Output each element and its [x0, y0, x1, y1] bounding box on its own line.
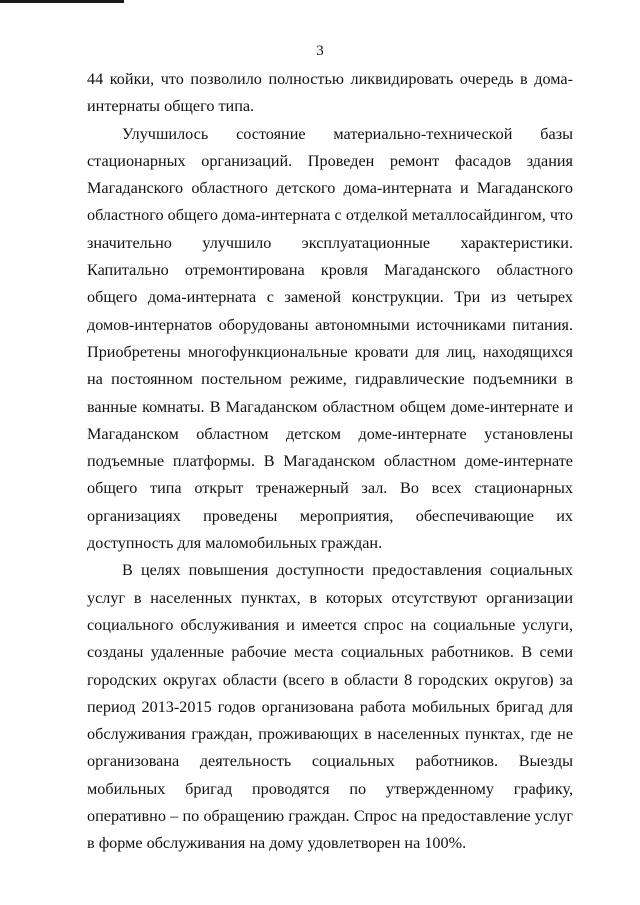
paragraph-mobile-brigades: В целях повышения доступности предоставления социальных услуг в населенных пунктах, в которых отсутствуют организации социального обслуживания и имеется спрос на социальные услуги, созданы удаленные рабочие места социальных работников. В семи городских округах области (всего в области 8 городских округов) за период 2013-2015 годов организована работа мобильных бригад для обслуживания граждан, проживающих в населенных пунктах, где не организована деятельность социальных работников. Выезды мобильных бригад проводятся по утвержденному графику, оперативно – по обращению граждан. Спрос на предоставление услуг в форме обслуживания на дому удовлетворен на 100%.: [87, 561, 573, 853]
page-number: 3: [316, 43, 324, 59]
document-body: [87, 66, 573, 858]
paragraph-material-base: Улучшилось состояние материально-технической базы стационарных организаций. Проведен ремонт фасадов здания Магаданского областного детского дома-интерната и Магаданского областного общего дома-интерната с отделкой металлосайдингом, что значительно улучшило эксплуатационные характеристики. Капитально отремонтирована кровля Магаданского областного общего дома-интерната с заменой конструкции. Три из четырех домов-интернатов оборудованы автономными источниками питания. Приобретены многофункциональные кровати для лиц, находящихся на постоянном постельном режиме, гидравлические подъемники в ванные комнаты. В Магаданском областном общем доме-интернате и Магаданском областном детском доме-интернате установлены подъемные платформы. В Магаданском областном доме-интернате общего типа открыт тренажерный зал. Во всех стационарных организациях проведены мероприятия, обеспечивающие их доступность для маломобильных граждан.: [87, 124, 573, 553]
scan-edge-mark: [0, 0, 124, 3]
paragraph-continuation: 44 койки, что позволило полностью ликвидировать очередь в дома-интернаты общего типа.: [87, 70, 573, 116]
